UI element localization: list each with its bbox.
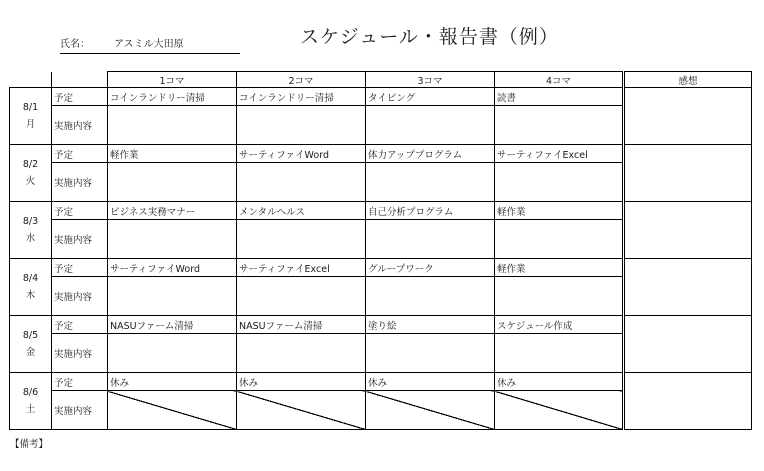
plan-cell: NASUファーム清掃	[108, 316, 237, 334]
date-value: 8/6	[22, 387, 39, 398]
plan-cell: コインランドリー清掃	[237, 88, 366, 106]
done-cell	[495, 277, 624, 316]
done-cell	[237, 106, 366, 145]
date-cell	[10, 88, 52, 145]
done-cell	[108, 220, 237, 259]
done-cell	[237, 334, 366, 373]
done-cell	[495, 391, 624, 430]
plan-cell: スケジュール作成	[495, 316, 624, 334]
impression-cell	[624, 373, 752, 430]
weekday-value: 水	[25, 233, 36, 244]
impression-cell	[624, 259, 752, 316]
column-header-4: 4コマ	[495, 72, 624, 88]
plan-cell: 軽作業	[495, 202, 624, 220]
impression-header: 感想	[624, 72, 752, 88]
done-cell	[237, 277, 366, 316]
document-title: スケジュール・報告書（例）	[300, 26, 559, 48]
name-field	[60, 37, 240, 54]
impression-cell	[624, 88, 752, 145]
column-header-2: 2コマ	[237, 72, 366, 88]
plan-label: 予定	[52, 373, 108, 391]
date-value: 8/5	[22, 330, 39, 341]
plan-label: 予定	[52, 316, 108, 334]
header-row	[10, 72, 752, 88]
done-cell	[366, 277, 495, 316]
name-value: アスミル大田原	[114, 39, 184, 50]
done-cell	[495, 334, 624, 373]
done-cell	[366, 334, 495, 373]
date-cell	[10, 259, 52, 316]
plan-cell: 自己分析プログラム	[366, 202, 495, 220]
plan-cell: サーティファイExcel	[495, 145, 624, 163]
plan-label: 予定	[52, 145, 108, 163]
plan-cell: コインランドリー清掃	[108, 88, 237, 106]
date-cell	[10, 202, 52, 259]
done-label: 実施内容	[52, 106, 108, 145]
plan-cell: 塗り絵	[366, 316, 495, 334]
plan-cell: 軽作業	[495, 259, 624, 277]
plan-cell: 休み	[108, 373, 237, 391]
done-cell	[237, 391, 366, 430]
weekday-value: 土	[25, 404, 36, 415]
blank-header-cell	[10, 72, 52, 88]
done-cell	[366, 106, 495, 145]
done-cell	[495, 106, 624, 145]
plan-cell: メンタルヘルス	[237, 202, 366, 220]
plan-label: 予定	[52, 259, 108, 277]
plan-row	[10, 316, 752, 334]
plan-row	[10, 373, 752, 391]
plan-label: 予定	[52, 88, 108, 106]
column-header-1: 1コマ	[108, 72, 237, 88]
date-cell	[10, 373, 52, 430]
plan-cell: 読書	[495, 88, 624, 106]
done-cell	[366, 391, 495, 430]
schedule-table	[9, 71, 752, 430]
done-cell	[108, 277, 237, 316]
done-cell	[108, 391, 237, 430]
done-cell	[495, 220, 624, 259]
weekday-value: 月	[25, 119, 36, 130]
done-label: 実施内容	[52, 163, 108, 202]
date-cell	[10, 316, 52, 373]
impression-cell	[624, 202, 752, 259]
plan-cell: グループワーク	[366, 259, 495, 277]
plan-cell: 体力アッププログラム	[366, 145, 495, 163]
done-cell	[108, 163, 237, 202]
plan-cell: サーティファイWord	[237, 145, 366, 163]
plan-row	[10, 145, 752, 163]
done-cell	[108, 334, 237, 373]
plan-cell: サーティファイExcel	[237, 259, 366, 277]
date-value: 8/3	[22, 216, 39, 227]
date-cell	[10, 145, 52, 202]
impression-cell	[624, 145, 752, 202]
plan-cell: タイピング	[366, 88, 495, 106]
date-value: 8/1	[22, 102, 39, 113]
plan-label: 予定	[52, 202, 108, 220]
name-label: 氏名：	[60, 39, 90, 50]
impression-cell	[624, 316, 752, 373]
done-cell	[108, 106, 237, 145]
plan-cell: NASUファーム清掃	[237, 316, 366, 334]
done-label: 実施内容	[52, 277, 108, 316]
plan-cell: ビジネス実務マナー	[108, 202, 237, 220]
remarks-label: 【備考】	[10, 439, 49, 450]
plan-cell: 休み	[495, 373, 624, 391]
done-cell	[366, 220, 495, 259]
plan-cell: 休み	[366, 373, 495, 391]
done-cell	[366, 163, 495, 202]
done-label: 実施内容	[52, 220, 108, 259]
done-label: 実施内容	[52, 391, 108, 430]
plan-row	[10, 88, 752, 106]
date-value: 8/4	[22, 273, 39, 284]
plan-row	[10, 259, 752, 277]
done-label: 実施内容	[52, 334, 108, 373]
date-value: 8/2	[22, 159, 39, 170]
weekday-value: 金	[25, 347, 36, 358]
blank-header-cell	[52, 72, 108, 88]
done-cell	[495, 163, 624, 202]
done-cell	[237, 220, 366, 259]
plan-cell: 軽作業	[108, 145, 237, 163]
weekday-value: 木	[25, 290, 36, 301]
weekday-value: 火	[25, 176, 36, 187]
column-header-3: 3コマ	[366, 72, 495, 88]
plan-row	[10, 202, 752, 220]
plan-cell: サーティファイWord	[108, 259, 237, 277]
plan-cell: 休み	[237, 373, 366, 391]
done-cell	[237, 163, 366, 202]
